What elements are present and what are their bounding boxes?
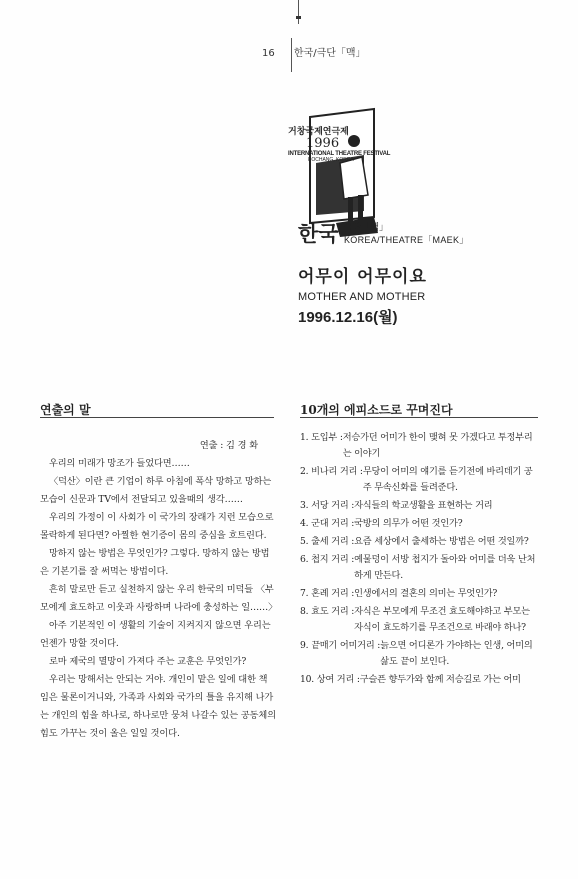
- episodes-rule: [300, 417, 538, 418]
- company-block: [298, 218, 469, 248]
- festival-name-ko: 거창국제연극제: [288, 127, 349, 137]
- director-paragraph: 흔히 말로만 듣고 실천하지 않는 우리 한국의 미덕들 〈부모에게 효도하고 이웃과 사랑하며 나라에 충성하는 일……〉: [40, 584, 278, 613]
- director-note-rule: [40, 417, 274, 418]
- page-marker-dot: [296, 16, 301, 19]
- director-paragraph: 우리의 가정이 이 사회가 이 국가의 장래가 지런 모습으로 몰락하게 된다면? 아찔한 현기증이 몸의 중심을 흐트린다.: [40, 512, 274, 541]
- episodes-heading: 10개의 에피소드로 꾸며진다: [300, 403, 453, 417]
- director-note-body: [40, 437, 276, 743]
- episode-text: 예물덩이 서방 첩지가 돌아와 어미를 더욱 난처하게 만든다.: [354, 554, 536, 581]
- episode-label: 4. 군대 거리 :: [300, 518, 355, 529]
- director-note-heading: 연출의 말: [40, 403, 91, 417]
- director-paragraph: 우리는 망해서는 안되는 거야. 개인이 맡은 일에 대한 책임은 물론이거니와, 가족과 사회와 국가의 틀을 유지해 나가는 개인의 힘을 하나로, 하나로만 뭉쳐 나갈수 있는 공동체의 힘도 가꾸는 것이 올은 일일 것이다.: [40, 674, 276, 739]
- episode-list: [300, 430, 540, 690]
- play-date: 1996.12.16(월): [298, 309, 398, 326]
- episode-text: 구슬픈 향두가와 함께 저승길로 가는 어미: [359, 674, 521, 685]
- page-number: 16: [262, 48, 275, 59]
- list-item: [300, 498, 540, 514]
- director-paragraph: 〈덕산〉이란 큰 기업이 하루 아침에 폭삭 망하고 망하는 모습이 신문과 TV에서 전달되고 있을때의 생각……: [40, 476, 272, 505]
- episode-label: 10. 상여 거리 :: [300, 674, 360, 685]
- episode-label: 6. 첩지 거리 :: [300, 554, 355, 565]
- play-title-en: MOTHER AND MOTHER: [298, 291, 426, 303]
- episode-label: 7. 혼례 거리 :: [300, 588, 355, 599]
- page-header: [262, 44, 366, 59]
- episode-label: 1. 도입부 :: [300, 432, 343, 443]
- list-item: [300, 534, 540, 550]
- episode-text: 무당이 어미의 얘기를 듣기전에 바리데기 공주 무속신화를 들려준다.: [362, 466, 533, 493]
- company-name-en: KOREA/THEATRE「MAEK」: [344, 235, 469, 245]
- director-byline: 연출 : 김 경 화: [199, 440, 258, 451]
- header-separator: [291, 38, 292, 72]
- episode-text: 늙으면 어디론가 가야하는 인생, 어미의 삶도 끝이 보인다.: [380, 640, 533, 667]
- director-paragraph: 우리의 미래가 망조가 들었다면……: [49, 458, 190, 469]
- episode-label: 2. 비나리 거리 :: [300, 466, 363, 477]
- festival-name-en: INTERNATIONAL THEATRE FESTIVAL: [288, 151, 391, 157]
- episode-text: 저승가던 어미가 한이 맺혀 못 가겠다고 투정부리는 이야기: [342, 432, 533, 459]
- episode-text: 자식들의 학교생활을 표현하는 거리: [354, 500, 493, 511]
- director-paragraph: 로마 제국의 멸망이 가져다 주는 교훈은 무엇인가?: [49, 656, 247, 667]
- episode-text: 요즘 세상에서 출세하는 방법은 어떤 것일까?: [354, 536, 529, 547]
- list-item: [300, 464, 540, 496]
- festival-text: [288, 124, 398, 163]
- list-item: [300, 604, 540, 636]
- festival-year: 1996: [306, 136, 340, 151]
- company-troupe: 극단「맥」: [344, 223, 389, 233]
- episode-label: 5. 출세 거리 :: [300, 536, 355, 547]
- festival-location: KOCHANG, KOREA: [308, 157, 354, 163]
- list-item: [300, 552, 540, 584]
- episode-text: 인생에서의 결혼의 의미는 무엇인가?: [354, 588, 498, 599]
- episode-label: 9. 끝매기 어미거리 :: [300, 640, 381, 651]
- play-title-ko: 어무이 어무이요: [298, 267, 427, 287]
- episode-text: 국방의 의무가 어떤 것인가?: [354, 518, 463, 529]
- director-paragraph: 아주 기본적인 이 생활의 기술이 지켜지지 않으면 우리는 언젠가 망할 것이다.: [40, 620, 271, 649]
- list-item: [300, 516, 540, 532]
- company-country: 한국: [298, 222, 339, 246]
- header-title: 한국/극단「맥」: [293, 48, 366, 59]
- list-item: [300, 430, 540, 462]
- episode-label: 8. 효도 거리 :: [300, 606, 355, 617]
- episode-label: 3. 서당 거리 :: [300, 500, 355, 511]
- list-item: [300, 586, 540, 602]
- director-paragraph: 망하지 않는 방법은 무엇인가? 그렇다. 망하지 않는 방법은 기본기를 잘 써먹는 방법이다.: [40, 548, 270, 577]
- episode-text: 자식은 부모에게 무조건 효도해야하고 부모는 자식이 효도하기를 무조건으로 바래야 하나?: [354, 606, 530, 633]
- list-item: [300, 638, 540, 670]
- list-item: [300, 672, 540, 688]
- page-marker-line: [298, 0, 299, 24]
